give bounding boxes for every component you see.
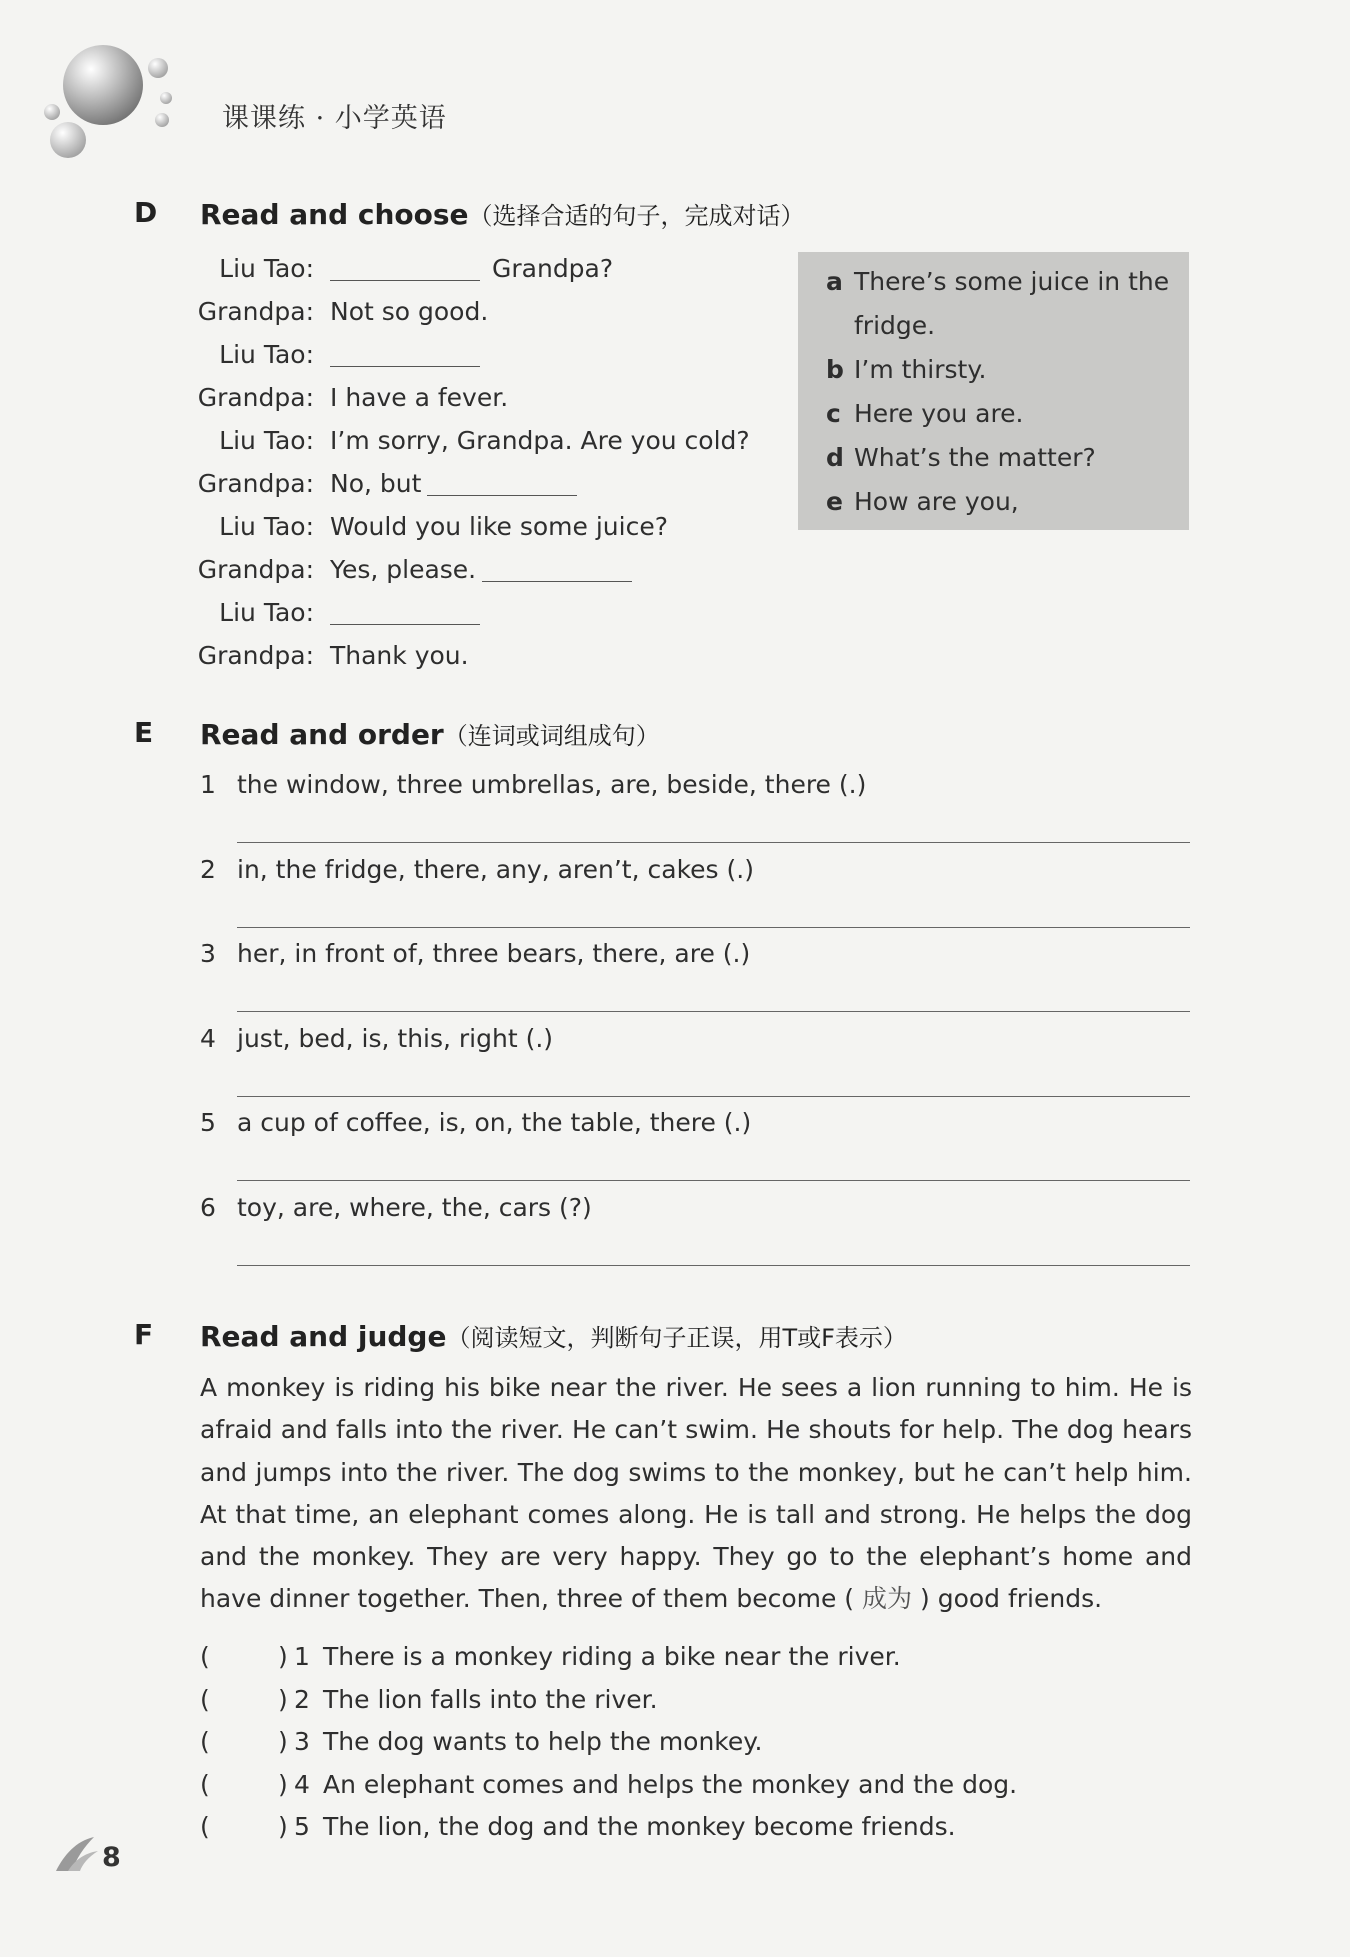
item-words: just, bed, is, this, right (.) <box>237 1023 554 1053</box>
item-number: 3 <box>200 939 216 968</box>
section-f-title <box>200 1318 907 1353</box>
answer-bracket[interactable]: ( <box>200 1812 210 1841</box>
option-label: b <box>826 355 844 384</box>
speech <box>330 419 750 462</box>
option-e <box>826 480 1175 524</box>
option-label: d <box>826 443 844 472</box>
section-f-letter: F <box>134 1318 154 1351</box>
statement-number: 5 <box>294 1812 310 1841</box>
section-e-title <box>200 716 660 751</box>
dialogue-line <box>140 634 760 677</box>
speaker-name: Liu Tao: <box>219 598 314 627</box>
option-c <box>826 392 1175 436</box>
speaker-name: Liu Tao: <box>219 512 314 541</box>
answer-bracket[interactable]: ) <box>278 1812 288 1841</box>
book-title: 课课练 · 小学英语 <box>222 103 447 134</box>
dialogue-line <box>140 376 760 419</box>
speech <box>330 634 469 677</box>
option-a <box>826 260 1175 348</box>
option-text: There’s some juice in the fridge. <box>854 267 1170 340</box>
speaker-name: Grandpa: <box>197 641 314 670</box>
section-e-letter: E <box>134 716 154 749</box>
speech-text: No, but <box>330 469 422 498</box>
answer-blank[interactable] <box>330 624 480 625</box>
dialogue <box>140 247 760 677</box>
dialogue-line <box>140 247 760 290</box>
speech-text: Yes, please. <box>330 555 477 584</box>
option-text: What’s the matter? <box>854 443 1096 472</box>
answer-blank[interactable] <box>482 581 632 582</box>
passage-end: ) good friends. <box>920 1584 1103 1614</box>
answer-line[interactable] <box>237 1011 1190 1012</box>
speech <box>330 462 577 505</box>
statement-text: The lion falls into the river. <box>323 1684 658 1714</box>
speech <box>330 591 486 634</box>
passage-main: A monkey is riding his bike near the river. He sees a lion running to him. He is afraid and falls into the river. He can’t swim. He shouts for help. The dog hears and jumps into the river. The dog swims to the monkey, but he can’t help him. At that time, an elephant comes along. He is tall and strong. He helps the dog and the monkey. They are very happy. They go to the elephant’s home and have dinner together. Then, three of them become ( <box>200 1373 1192 1614</box>
option-text: How are you, <box>854 487 1019 516</box>
speech-text: Not so good. <box>330 297 489 326</box>
answer-line[interactable] <box>237 927 1190 928</box>
speech <box>330 247 613 290</box>
answer-bracket[interactable]: ( <box>200 1769 210 1799</box>
statement-number: 3 <box>294 1727 310 1756</box>
answer-bracket[interactable]: ) <box>278 1727 288 1756</box>
statement-text: The lion, the dog and the monkey become friends. <box>323 1812 956 1841</box>
speaker-name: Liu Tao: <box>219 254 314 283</box>
statement-text: An elephant comes and helps the monkey and the dog. <box>323 1769 1018 1799</box>
speech-text: I’m sorry, Grandpa. Are you cold? <box>330 426 750 455</box>
speech <box>330 548 632 591</box>
passage-gloss: 成为 <box>862 1584 913 1614</box>
speaker-name: Grandpa: <box>197 555 314 584</box>
dialogue-line <box>140 290 760 333</box>
option-text: I’m thirsty. <box>854 355 987 384</box>
options-box <box>798 252 1189 530</box>
answer-blank[interactable] <box>330 280 480 281</box>
speech-text: I have a fever. <box>330 383 509 412</box>
option-text: Here you are. <box>854 399 1024 428</box>
answer-bracket[interactable]: ) <box>278 1769 288 1799</box>
statement-text: There is a monkey riding a bike near the river. <box>323 1642 901 1671</box>
section-e-title-cn: （连词或词组成句） <box>443 722 660 750</box>
dialogue-line <box>140 419 760 462</box>
item-number: 2 <box>200 854 216 884</box>
item-words: her, in front of, three bears, there, are (.) <box>237 939 751 968</box>
section-d-title-cn: （选择合适的句子，完成对话） <box>468 202 805 230</box>
speech <box>330 376 508 419</box>
page-number: 8 <box>102 1842 121 1873</box>
answer-bracket[interactable]: ) <box>278 1642 288 1671</box>
section-d-letter: D <box>134 196 158 229</box>
speech <box>330 333 486 376</box>
speaker-name: Grandpa: <box>197 469 314 498</box>
answer-line[interactable] <box>237 1096 1190 1097</box>
leaf-icon <box>54 1835 100 1873</box>
answer-blank[interactable] <box>427 495 577 496</box>
answer-bracket[interactable]: ( <box>200 1642 210 1671</box>
item-number: 6 <box>200 1192 216 1222</box>
answer-bracket[interactable]: ( <box>200 1684 210 1714</box>
answer-line[interactable] <box>237 1265 1190 1266</box>
bubbles-icon <box>40 40 190 170</box>
option-label: c <box>826 399 841 428</box>
dialogue-line <box>140 548 760 591</box>
option-d <box>826 436 1175 480</box>
answer-bracket[interactable]: ( <box>200 1727 210 1756</box>
section-e-title-en: Read and order <box>200 718 444 751</box>
section-f-title-cn: （阅读短文，判断句子正误，用T或F表示） <box>446 1324 907 1352</box>
item-words: the window, three umbrellas, are, beside, there (.) <box>237 770 867 799</box>
answer-blank[interactable] <box>330 366 480 367</box>
reading-passage <box>200 1367 1192 1621</box>
item-number: 1 <box>200 770 216 799</box>
speech <box>330 505 668 548</box>
item-words: a cup of coffee, is, on, the table, there (.) <box>237 1108 752 1137</box>
speaker-name: Grandpa: <box>197 383 314 412</box>
item-number: 4 <box>200 1023 216 1053</box>
option-label: e <box>826 487 843 516</box>
statement-text: The dog wants to help the monkey. <box>323 1727 763 1756</box>
answer-line[interactable] <box>237 1180 1190 1181</box>
item-words: in, the fridge, there, any, aren’t, cakes (.) <box>237 854 754 884</box>
section-f-title-en: Read and judge <box>200 1320 447 1353</box>
section-d-title-en: Read and choose <box>200 198 469 231</box>
dialogue-line <box>140 462 760 505</box>
item-words: toy, are, where, the, cars (?) <box>237 1192 592 1222</box>
statement-number: 1 <box>294 1642 310 1671</box>
dialogue-line <box>140 591 760 634</box>
speech <box>330 290 488 333</box>
section-d-title <box>200 196 805 231</box>
speech-text: Grandpa? <box>492 254 614 283</box>
option-label: a <box>826 267 843 296</box>
speaker-name: Liu Tao: <box>219 340 314 369</box>
speech-text: Thank you. <box>330 641 469 670</box>
speech-text: Would you like some juice? <box>330 512 668 541</box>
option-b <box>826 348 1175 392</box>
statement-number: 2 <box>294 1684 310 1714</box>
answer-line[interactable] <box>237 842 1190 843</box>
answer-bracket[interactable]: ) <box>278 1684 288 1714</box>
dialogue-line <box>140 333 760 376</box>
speaker-name: Grandpa: <box>197 297 314 326</box>
statement-number: 4 <box>294 1769 310 1799</box>
item-number: 5 <box>200 1108 216 1137</box>
speaker-name: Liu Tao: <box>219 426 314 455</box>
dialogue-line <box>140 505 760 548</box>
